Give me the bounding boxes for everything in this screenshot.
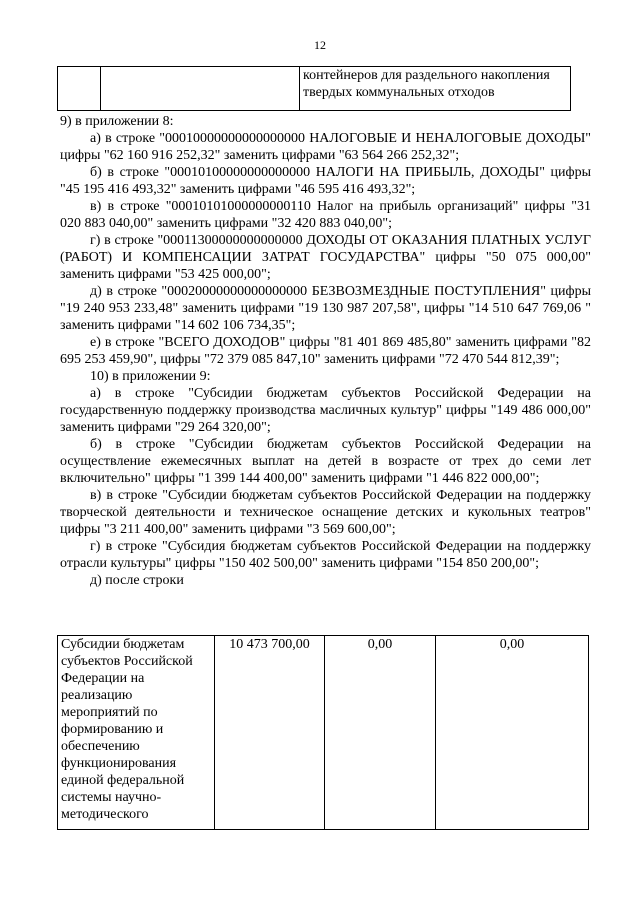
- paragraph-9b: б) в строке "00010100000000000000 НАЛОГИ НА ПРИБЫЛЬ, ДОХОДЫ" цифры "45 195 416 493,32" заменить цифрами "46 595 416 493,32";: [60, 165, 591, 197]
- paragraph-10g: г) в строке "Субсидия бюджетам субъектов Российской Федерации на поддержку отрасли культуры" цифры "150 402 500,00" заменить цифрами "154 850 200,00";: [60, 539, 591, 571]
- row-description-cell: [58, 636, 215, 830]
- table-cell-text: [300, 67, 571, 111]
- top-table-line-2: твердых коммунальных отходов: [303, 85, 495, 100]
- table-cell-empty: [101, 67, 300, 111]
- value-3: 0,00: [499, 637, 525, 652]
- value-1: 10 473 700,00: [229, 637, 310, 652]
- page-number: 12: [314, 38, 326, 52]
- paragraph-9v: в) в строке "00010101000000000110 Налог на прибыль организаций" цифры "31 020 883 040,00" заменить цифрами "32 420 883 040,00";: [60, 199, 591, 231]
- table-row: [58, 67, 571, 111]
- paragraph-9a: а) в строке "00010000000000000000 НАЛОГОВЫЕ И НЕНАЛОГОВЫЕ ДОХОДЫ" цифры "62 160 916 252,32" заменить цифрами "63 564 266 252,32";: [60, 131, 591, 163]
- paragraph-item-9: 9) в приложении 8:: [60, 114, 174, 129]
- top-table-fragment: [57, 66, 571, 111]
- value-cell-2: [325, 636, 436, 830]
- paragraph-10d: д) после строки: [90, 573, 184, 588]
- paragraph-item-10: 10) в приложении 9:: [90, 369, 211, 384]
- paragraph-10v: в) в строке "Субсидии бюджетам субъектов Российской Федерации на поддержку творческой деятельности и техническое оснащение детских и кукольных театров" цифры "3 211 400,00" заменить цифрами "3 569 600,00";: [60, 488, 591, 537]
- paragraph-9g: г) в строке "00011300000000000000 ДОХОДЫ ОТ ОКАЗАНИЯ ПЛАТНЫХ УСЛУГ (РАБОТ) И КОМПЕНСАЦИИ ЗАТРАТ ГОСУДАРСТВА" цифры "50 075 000,00" заменить цифрами "53 425 000,00";: [60, 233, 591, 282]
- row-description: Субсидии бюджетам субъектов Российской Федерации на реализацию мероприятий по формированию и обеспечению функционирования единой федеральной системы научно-методического: [61, 637, 193, 822]
- table-cell-empty: [58, 67, 101, 111]
- value-cell-1: [215, 636, 325, 830]
- paragraph-9e: е) в строке "ВСЕГО ДОХОДОВ" цифры "81 401 869 485,80" заменить цифрами "82 695 253 459,90", цифры "72 379 085 847,10" заменить цифрами "72 470 544 812,39";: [60, 335, 591, 367]
- paragraph-10b: б) в строке "Субсидии бюджетам субъектов Российской Федерации на осуществление ежемесячных выплат на детей в возрасте от трех до семи лет включительно" цифры "1 399 144 400,00" заменить цифрами "1 446 822 000,00";: [60, 437, 591, 486]
- paragraph-10a: а) в строке "Субсидии бюджетам субъектов Российской Федерации на государственную поддержку производства масличных культур" цифры "149 486 000,00" заменить цифрами "29 264 320,00";: [60, 386, 591, 435]
- bottom-table-fragment: [57, 635, 589, 830]
- value-2: 0,00: [367, 637, 393, 652]
- top-table-line-1: контейнеров для раздельного накопления: [303, 68, 550, 83]
- amendment-text: [60, 113, 591, 589]
- paragraph-9d: д) в строке "00020000000000000000 БЕЗВОЗМЕЗДНЫЕ ПОСТУПЛЕНИЯ" цифры "19 240 953 233,48" заменить цифрами "19 130 987 207,58", цифры "14 510 647 769,06 " заменить цифрами "14 602 106 734,35";: [60, 284, 591, 333]
- value-cell-3: [436, 636, 589, 830]
- table-row: [58, 636, 589, 830]
